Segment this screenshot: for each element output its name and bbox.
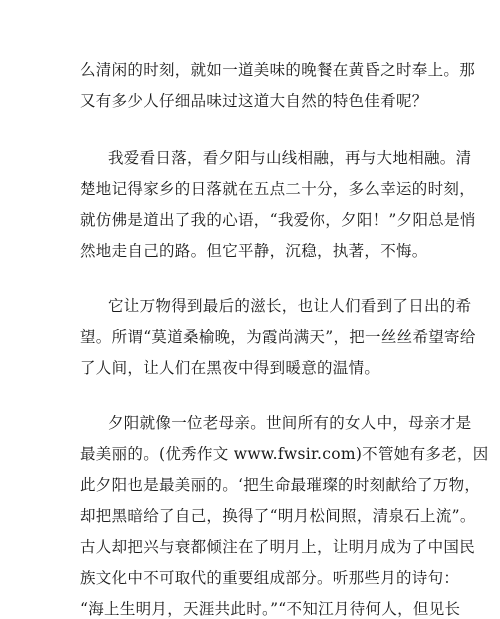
paragraph-line: 么清闲的时刻，就如一道美味的晚餐在黄昏之时奉上。那 [80,61,476,79]
paragraph-line: 楚地记得家乡的日落就在五点二十分，多么幸运的时刻， [80,180,476,198]
paragraph-line: 夕阳就像一位老母亲。世间所有的女人中，母亲才是 [108,414,472,432]
paragraph-line: 它让万物得到最后的滋长，也让人们看到了日出的希 [108,297,472,315]
paragraph-line: 然地走自己的路。但它平静，沉稳，执著，不悔。 [80,242,428,260]
paragraph-line: 了人间，让人们在黑夜中得到暖意的温情。 [80,359,381,377]
paragraph-line: 此夕阳也是最美丽的。‘把生命最璀璨的时刻献给了万物， [80,476,481,494]
paragraph-line: 我爱看日落，看夕阳与山线相融，再与大地相融。清 [108,149,472,167]
paragraph-line: 就仿佛是道出了我的心语，“我爱你，夕阳！”夕阳总是悄 [80,211,476,229]
paragraph-line: 族文化中不可取代的重要组成部分。听那些月的诗句： [80,569,460,587]
paragraph-line: 古人却把兴与衰都倾注在了明月上，让明月成为了中国民 [80,538,476,556]
paragraph-line: 却把黑暗给了自己，换得了“明月松间照，清泉石上流”。 [80,507,476,525]
paragraph-line: 最美丽的。(优秀作文 www.fwsir.com)不管她有多老，因 [80,445,489,463]
paragraph-line: 又有多少人仔细品味过这道大自然的特色佳肴呢？ [80,92,428,110]
paragraph-line: 望。所谓“莫道桑榆晚，为霞尚满天”，把一丝丝希望寄给 [80,328,476,346]
paragraph-line: “海上生明月，天涯共此时。”“不知江月待何人，但见长 [80,600,461,618]
